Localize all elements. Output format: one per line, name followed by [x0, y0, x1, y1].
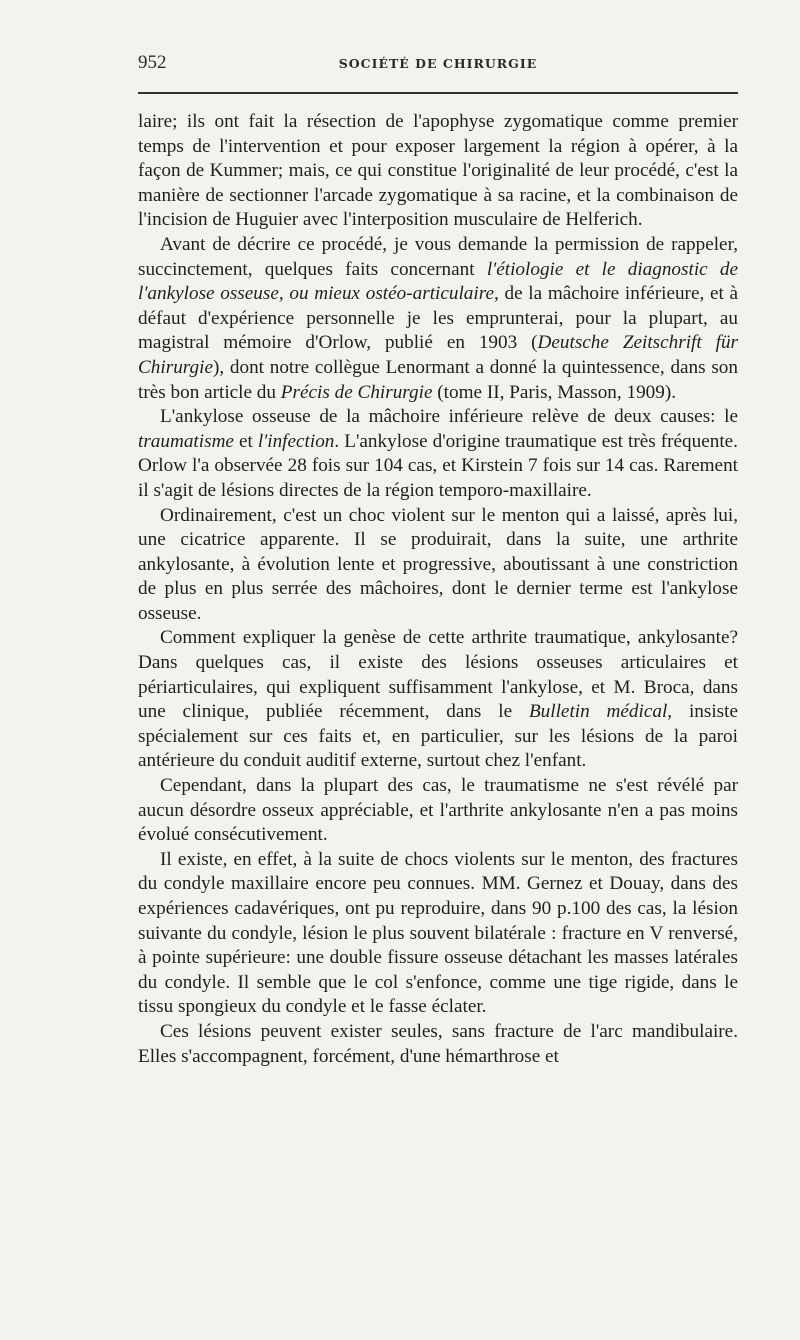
paragraph [138, 405, 738, 503]
paragraph [138, 626, 738, 774]
running-title: SOCIÉTÉ DE CHIRURGIE [338, 56, 538, 71]
italic-text: Deutsche Zeitschrift für Chirurgie [138, 332, 739, 378]
paragraph [138, 1020, 738, 1069]
paragraph [138, 774, 738, 848]
text-run: Ordinairement, c'est un choc violent sur le menton qui a laissé, après lui, une cicatrice apparente. Il se produirait, dans la suite, une arthrite ankylosante, à évolution lente et progressive, aboutissant à une constriction de plus en plus serrée des mâchoires, dont le dernier terme est l'ankylose osseuse. [138, 504, 738, 624]
italic-text: Précis de Chirurgie [280, 381, 433, 403]
text-run: , insiste spécialement sur ces faits et, en particulier, sur les lésions de la paroi antérieure du conduit auditif externe, surtout chez l'enfant. [138, 701, 738, 772]
body-text [138, 110, 738, 1069]
page-header [138, 52, 738, 76]
paragraph [138, 848, 738, 1020]
paragraph [138, 110, 738, 233]
italic-text: Bulletin médical [528, 701, 668, 723]
italic-text: traumatisme [138, 430, 234, 452]
text-run: de la mâchoire inférieure, et à défaut d'expérience personnelle je les emprunterai, pour la plupart, au magistral mémoire d'Orlow, publié en 1903 ( [138, 283, 738, 354]
header-rule [138, 92, 738, 94]
text-run: Ces lésions peuvent exister seules, sans fracture de l'arc mandibulaire. Elles s'accompagnent, forcément, d'une hémarthrose et [138, 1020, 738, 1067]
page-number: 952 [138, 52, 167, 73]
italic-text: l'étiologie et le diagnostic de l'ankylose osseuse, ou mieux ostéo-articulaire, [138, 258, 738, 305]
text-run: Comment expliquer la genèse de cette arthrite traumatique, ankylosante? Dans quelques cas, il existe des lésions osseuses articulaires et périarticulaires, qui expliquent suffisamment l'ankylose, et M. Broca, dans une clinique, publiée récemment, dans le [138, 627, 738, 723]
text-run: (tome II, Paris, Masson, 1909). [432, 381, 677, 403]
text-run: L'ankylose osseuse de la mâchoire inférieure relève de deux causes: le [160, 406, 738, 428]
text-run: Il existe, en effet, à la suite de chocs violents sur le menton, des fractures du condyle maxillaire encore peu connues. MM. Gernez et Douay, dans des expériences cadavériques, ont pu reproduire, dans 90 p.100 des cas, la lésion suivante du condyle, lésion le plus souvent bilatérale : fracture en V renversé, à pointe supérieure: une double fissure osseuse détachant les masses latérales du condyle. Il semble que le col s'enfonce, comme une tige rigide, dans le tissu spongieux du condyle et le fasse éclater. [138, 848, 738, 1018]
text-run: Cependant, dans la plupart des cas, le traumatisme ne s'est révélé par aucun désordre osseux appréciable, et l'arthrite ankylosante n'en a pas moins évolué consécutivement. [138, 775, 738, 846]
text-run: et [233, 430, 258, 452]
paragraph [138, 233, 738, 405]
italic-text: l'infection [257, 430, 335, 452]
text-run: laire; ils ont fait la résection de l'apophyse zygomatique comme premier temps de l'intervention et pour exposer largement la région à opérer, à la façon de Kummer; mais, ce qui constitue l'originalité de leur procédé, c'est la manière de sectionner l'arcade zygomatique à sa racine, et la combinaison de l'incision de Huguier avec l'interposition musculaire de Helferich. [138, 111, 738, 231]
text-run: ), dont notre collègue Lenormant a donné la quintessence, dans son très bon article du [138, 356, 738, 403]
paragraph [138, 504, 738, 627]
text-run: Avant de décrire ce procédé, je vous demande la permission de rappeler, succinctement, quelques faits concernant [138, 233, 738, 280]
text-run: . L'ankylose d'origine traumatique est très fréquente. Orlow l'a observée 28 fois sur 104 cas, et Kirstein 7 fois sur 14 cas. Rarement il s'agit de lésions directes de la région temporo-maxillaire. [138, 430, 738, 501]
